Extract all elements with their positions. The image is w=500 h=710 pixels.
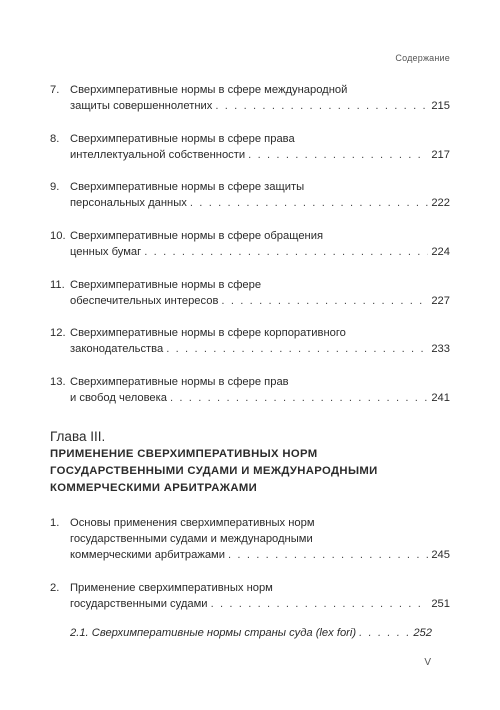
page-number: 215: [431, 100, 450, 112]
toc-entry[interactable]: [50, 374, 450, 406]
entry-title-line: Сверхимперативные нормы в сфере права: [70, 132, 295, 145]
dot-leader: [359, 625, 410, 641]
entry-title-line: защиты совершеннолетних: [70, 100, 213, 112]
entry-title-line: Сверхимперативные нормы в сфере корпоративного: [70, 327, 346, 340]
dot-leader: [166, 341, 428, 357]
toc-entry[interactable]: [50, 277, 450, 309]
toc-entry[interactable]: [50, 515, 450, 563]
entry-number: 7.: [50, 84, 60, 96]
toc-entry[interactable]: [50, 82, 450, 114]
entry-number: 9.: [50, 181, 60, 194]
entry-title-line: Сверхимперативные нормы в сфере: [70, 278, 262, 291]
page-number: 241: [431, 392, 450, 405]
entry-title-line: Сверхимперативные нормы в сфере прав: [70, 376, 289, 389]
toc-entry[interactable]: [50, 580, 450, 612]
dot-leader: [211, 596, 429, 612]
page-number: 224: [431, 246, 450, 259]
chapter-title-line: ГОСУДАРСТВЕННЫМИ СУДАМИ И МЕЖДУНАРОДНЫМИ: [50, 464, 378, 477]
page-number: 251: [431, 598, 450, 610]
entry-title-line: Сверхимперативные нормы в сфере защиты: [70, 181, 305, 194]
folio: V: [424, 657, 431, 668]
entry-title-line: Сверхимперативные нормы в сфере обращения: [70, 230, 324, 243]
entry-title-line: государственными судами: [70, 598, 208, 610]
entry-title-line: обеспечительных интересов: [70, 294, 219, 307]
page-number: 227: [431, 294, 450, 307]
entry-number: 2.: [50, 582, 60, 594]
dot-leader: [215, 98, 428, 114]
entry-title-line: государственными судами и международными: [70, 533, 313, 545]
toc-entry[interactable]: [50, 228, 450, 260]
entry-number: 10.: [50, 230, 66, 243]
entry-number: 1.: [50, 517, 60, 529]
dot-leader: [248, 147, 428, 163]
chapter-toc-list: [50, 515, 450, 629]
page-number: 217: [431, 148, 450, 161]
entry-title-line: законодательства: [70, 343, 164, 356]
entry-number: 11.: [50, 278, 65, 291]
entry-title-line: персональных данных: [70, 197, 187, 210]
chapter-title-line: КОММЕРЧЕСКИМИ АРБИТРАЖАМИ: [50, 481, 258, 494]
dot-leader: [170, 390, 428, 406]
entry-number: 13.: [50, 376, 66, 389]
entry-title-line: Сверхимперативные нормы в сфере международной: [70, 84, 348, 96]
entry-title-line: интеллектуальной собственности: [70, 148, 246, 161]
entry-title-line: Основы применения сверхимперативных норм: [70, 517, 315, 529]
toc-entry[interactable]: [50, 325, 450, 357]
dot-leader: [228, 547, 428, 563]
chapter-heading[interactable]: [50, 428, 460, 496]
toc-list: [50, 82, 450, 423]
dot-leader: [190, 195, 428, 211]
dot-leader: [221, 293, 428, 309]
entry-title-line: Применение сверхимперативных норм: [70, 582, 273, 594]
entry-title-line: ценных бумаг: [70, 246, 142, 259]
page-number: 233: [431, 343, 450, 356]
entry-number: 12.: [50, 327, 66, 340]
page-number: 222: [431, 197, 450, 210]
chapter-label: Глава III.: [50, 429, 106, 444]
dot-leader: [144, 244, 428, 260]
page-number: 245: [431, 549, 450, 561]
toc-entry[interactable]: [50, 179, 450, 211]
entry-title-line: и свобод человека: [70, 392, 167, 405]
chapter-title-line: ПРИМЕНЕНИЕ СВЕРХИМПЕРАТИВНЫХ НОРМ: [50, 448, 318, 460]
running-header: Содержание: [395, 53, 450, 63]
subentry-title: 2.1. Сверхимперативные нормы страны суда (lex fori): [70, 627, 357, 639]
entry-number: 8.: [50, 132, 60, 145]
toc-entry[interactable]: [50, 131, 450, 163]
page-number: 252: [413, 627, 432, 639]
toc-subentry[interactable]: [70, 625, 432, 641]
chapter-title: [50, 446, 460, 496]
entry-title-line: коммерческими арбитражами: [70, 549, 225, 561]
